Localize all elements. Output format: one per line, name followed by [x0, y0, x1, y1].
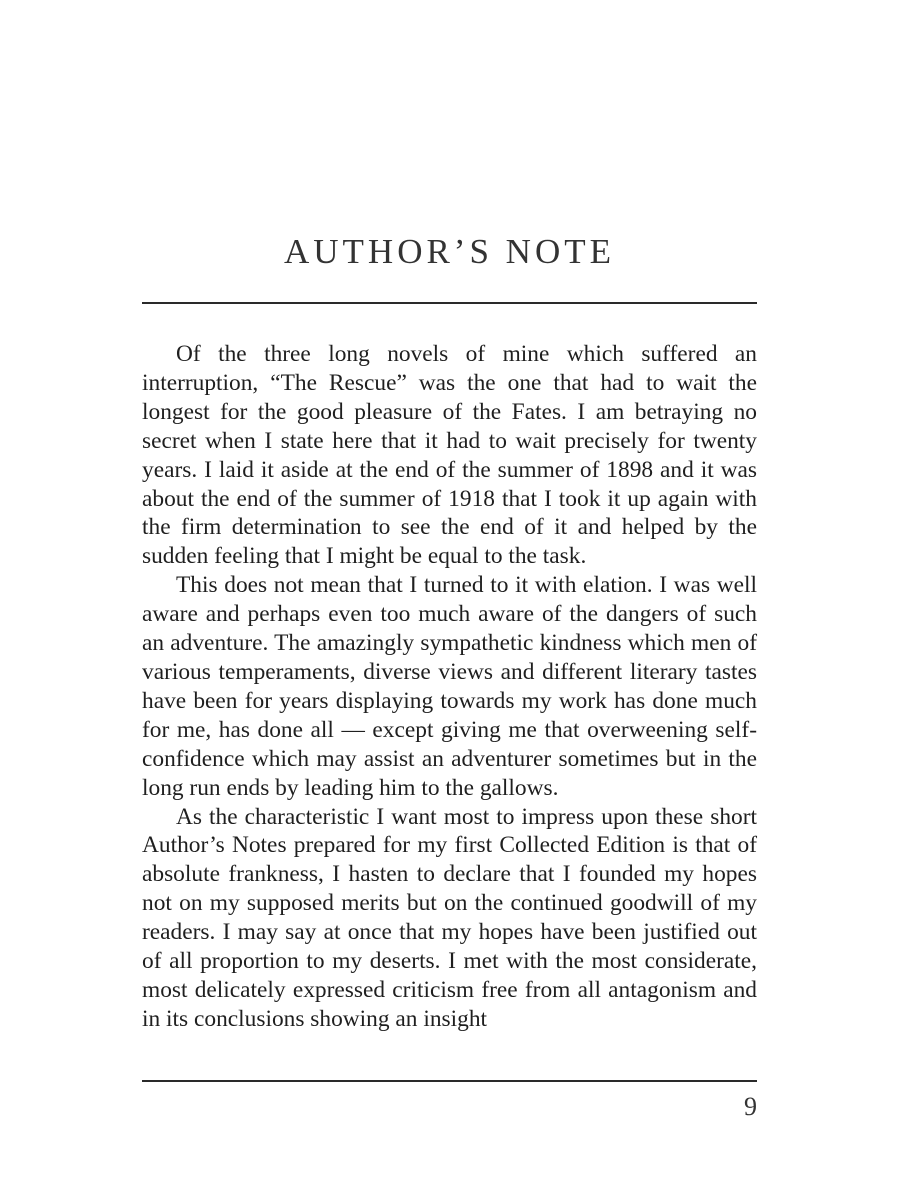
paragraph: As the characteristic I want most to impress upon these short Author’s Notes prepared for my first Collected Edition is that of absolute frankness, I hasten to declare that I founded my hopes not on my supposed merits but on the continued goodwill of my readers. I may say at once that my hopes have been justified out of all proportion to my deserts. I met with the most considerate, most delicately expressed criticism free from all antagonism and in its conclusions showing an insight: [142, 803, 757, 1032]
body-text: [142, 340, 757, 1034]
page-number: 9: [744, 1092, 757, 1121]
bottom-rule: [142, 1080, 757, 1082]
paragraph: This does not mean that I turned to it with elation. I was well aware and perhaps even too much aware of the dangers of such an adventure. The amazingly sympathetic kindness which men of various temperaments, diverse views and different literary tastes have been for years displaying towards my work has done much for me, has done all — except giving me that overweening self-confidence which may assist an adventurer sometimes but in the long run ends by leading him to the gallows.: [142, 572, 757, 801]
top-rule: [142, 302, 757, 304]
chapter-heading: AUTHOR’S NOTE: [283, 232, 615, 271]
paragraph: Of the three long novels of mine which suffered an interruption, “The Rescue” was the one that had to wait the longest for the good pleasure of the Fates. I am betraying no secret when I state here that it had to wait precisely for twenty years. I laid it aside at the end of the summer of 1898 and it was about the end of the summer of 1918 that I took it up again with the firm determination to see the end of it and helped by the sudden feeling that I might be equal to the task.: [142, 341, 757, 570]
